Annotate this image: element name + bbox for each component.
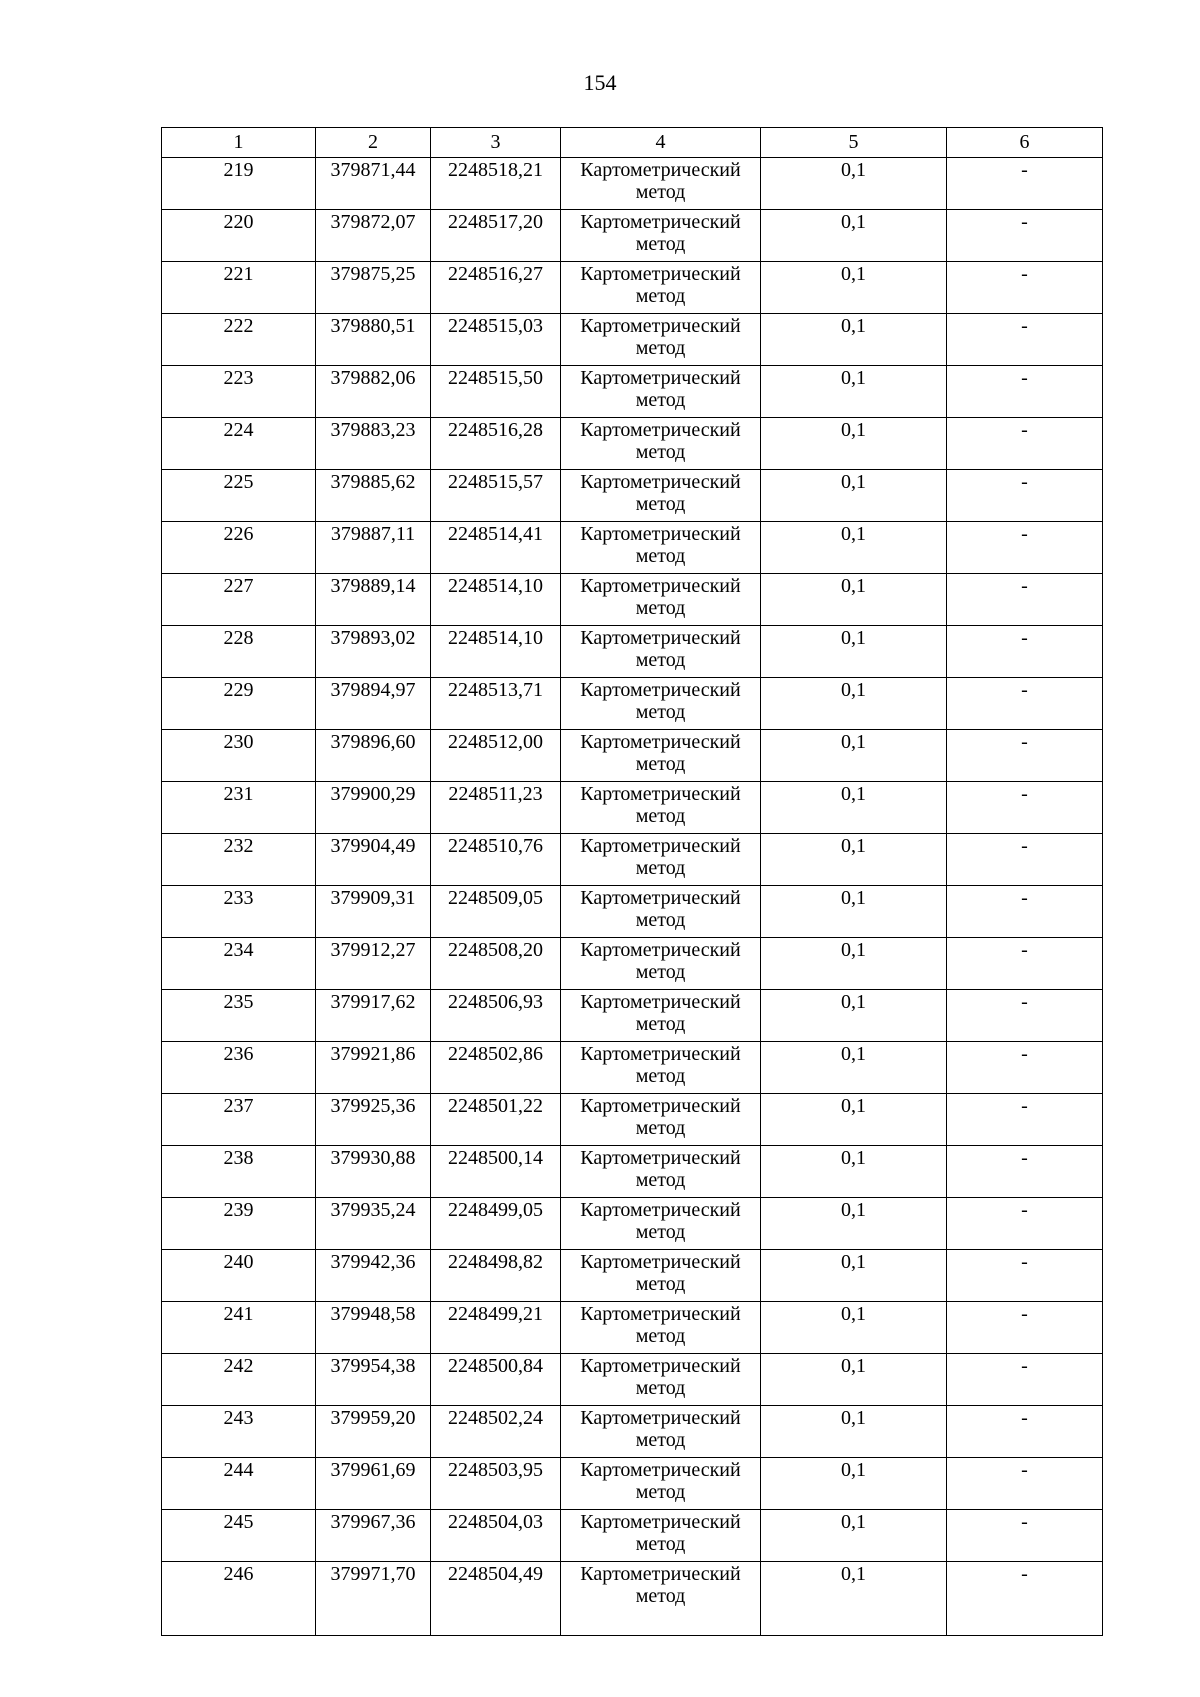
y-coordinate-cell: 2248501,22 xyxy=(431,1094,561,1146)
table-row xyxy=(162,158,1103,210)
point-number-cell: 235 xyxy=(162,990,316,1042)
y-coordinate-cell: 2248517,20 xyxy=(431,210,561,262)
accuracy-cell: 0,1 xyxy=(761,1302,947,1354)
method-cell: Картометрический метод xyxy=(561,1198,761,1250)
x-coordinate-cell: 379967,36 xyxy=(316,1510,431,1562)
y-coordinate-cell: 2248516,27 xyxy=(431,262,561,314)
table-body xyxy=(162,158,1103,1636)
y-coordinate-cell: 2248502,24 xyxy=(431,1406,561,1458)
y-coordinate-cell: 2248504,49 xyxy=(431,1562,561,1636)
table-row xyxy=(162,1250,1103,1302)
accuracy-cell: 0,1 xyxy=(761,1042,947,1094)
point-number-cell: 243 xyxy=(162,1406,316,1458)
point-number-cell: 242 xyxy=(162,1354,316,1406)
x-coordinate-cell: 379959,20 xyxy=(316,1406,431,1458)
method-cell: Картометрический метод xyxy=(561,990,761,1042)
note-cell: - xyxy=(947,782,1103,834)
table-row xyxy=(162,1406,1103,1458)
accuracy-cell: 0,1 xyxy=(761,990,947,1042)
point-number-cell: 230 xyxy=(162,730,316,782)
table-row xyxy=(162,1042,1103,1094)
point-number-cell: 232 xyxy=(162,834,316,886)
point-number-cell: 233 xyxy=(162,886,316,938)
note-cell: - xyxy=(947,314,1103,366)
x-coordinate-cell: 379954,38 xyxy=(316,1354,431,1406)
accuracy-cell: 0,1 xyxy=(761,158,947,210)
table-row xyxy=(162,782,1103,834)
y-coordinate-cell: 2248514,10 xyxy=(431,574,561,626)
accuracy-cell: 0,1 xyxy=(761,730,947,782)
note-cell: - xyxy=(947,1458,1103,1510)
table-row xyxy=(162,678,1103,730)
method-cell: Картометрический метод xyxy=(561,1562,761,1636)
accuracy-cell: 0,1 xyxy=(761,1354,947,1406)
point-number-cell: 231 xyxy=(162,782,316,834)
header-cell-4: 4 xyxy=(561,128,761,158)
note-cell: - xyxy=(947,210,1103,262)
x-coordinate-cell: 379930,88 xyxy=(316,1146,431,1198)
x-coordinate-cell: 379909,31 xyxy=(316,886,431,938)
point-number-cell: 238 xyxy=(162,1146,316,1198)
note-cell: - xyxy=(947,678,1103,730)
y-coordinate-cell: 2248514,10 xyxy=(431,626,561,678)
y-coordinate-cell: 2248499,05 xyxy=(431,1198,561,1250)
method-cell: Картометрический метод xyxy=(561,626,761,678)
point-number-cell: 228 xyxy=(162,626,316,678)
method-cell: Картометрический метод xyxy=(561,1146,761,1198)
x-coordinate-cell: 379925,36 xyxy=(316,1094,431,1146)
point-number-cell: 225 xyxy=(162,470,316,522)
method-cell: Картометрический метод xyxy=(561,1406,761,1458)
x-coordinate-cell: 379889,14 xyxy=(316,574,431,626)
accuracy-cell: 0,1 xyxy=(761,1250,947,1302)
note-cell: - xyxy=(947,938,1103,990)
note-cell: - xyxy=(947,418,1103,470)
y-coordinate-cell: 2248503,95 xyxy=(431,1458,561,1510)
x-coordinate-cell: 379904,49 xyxy=(316,834,431,886)
method-cell: Картометрический метод xyxy=(561,210,761,262)
table-row xyxy=(162,366,1103,418)
table-row xyxy=(162,1146,1103,1198)
header-cell-2: 2 xyxy=(316,128,431,158)
point-number-cell: 220 xyxy=(162,210,316,262)
table-row xyxy=(162,314,1103,366)
x-coordinate-cell: 379935,24 xyxy=(316,1198,431,1250)
accuracy-cell: 0,1 xyxy=(761,418,947,470)
accuracy-cell: 0,1 xyxy=(761,262,947,314)
table-row xyxy=(162,1302,1103,1354)
y-coordinate-cell: 2248502,86 xyxy=(431,1042,561,1094)
x-coordinate-cell: 379885,62 xyxy=(316,470,431,522)
method-cell: Картометрический метод xyxy=(561,1094,761,1146)
y-coordinate-cell: 2248518,21 xyxy=(431,158,561,210)
accuracy-cell: 0,1 xyxy=(761,470,947,522)
point-number-cell: 237 xyxy=(162,1094,316,1146)
point-number-cell: 227 xyxy=(162,574,316,626)
y-coordinate-cell: 2248500,14 xyxy=(431,1146,561,1198)
point-number-cell: 239 xyxy=(162,1198,316,1250)
note-cell: - xyxy=(947,1302,1103,1354)
note-cell: - xyxy=(947,1562,1103,1636)
y-coordinate-cell: 2248511,23 xyxy=(431,782,561,834)
method-cell: Картометрический метод xyxy=(561,1302,761,1354)
x-coordinate-cell: 379971,70 xyxy=(316,1562,431,1636)
table-row xyxy=(162,574,1103,626)
y-coordinate-cell: 2248515,50 xyxy=(431,366,561,418)
point-number-cell: 245 xyxy=(162,1510,316,1562)
table-row xyxy=(162,1510,1103,1562)
x-coordinate-cell: 379875,25 xyxy=(316,262,431,314)
note-cell: - xyxy=(947,886,1103,938)
method-cell: Картометрический метод xyxy=(561,1458,761,1510)
y-coordinate-cell: 2248513,71 xyxy=(431,678,561,730)
accuracy-cell: 0,1 xyxy=(761,886,947,938)
y-coordinate-cell: 2248514,41 xyxy=(431,522,561,574)
y-coordinate-cell: 2248498,82 xyxy=(431,1250,561,1302)
note-cell: - xyxy=(947,1042,1103,1094)
table-row xyxy=(162,834,1103,886)
method-cell: Картометрический метод xyxy=(561,522,761,574)
coordinates-table xyxy=(161,127,1103,1636)
table-row xyxy=(162,1458,1103,1510)
point-number-cell: 224 xyxy=(162,418,316,470)
accuracy-cell: 0,1 xyxy=(761,782,947,834)
method-cell: Картометрический метод xyxy=(561,1250,761,1302)
note-cell: - xyxy=(947,1406,1103,1458)
point-number-cell: 223 xyxy=(162,366,316,418)
table-row xyxy=(162,210,1103,262)
x-coordinate-cell: 379887,11 xyxy=(316,522,431,574)
table-row xyxy=(162,626,1103,678)
method-cell: Картометрический метод xyxy=(561,366,761,418)
point-number-cell: 222 xyxy=(162,314,316,366)
point-number-cell: 234 xyxy=(162,938,316,990)
point-number-cell: 226 xyxy=(162,522,316,574)
header-cell-1: 1 xyxy=(162,128,316,158)
accuracy-cell: 0,1 xyxy=(761,210,947,262)
method-cell: Картометрический метод xyxy=(561,314,761,366)
point-number-cell: 219 xyxy=(162,158,316,210)
point-number-cell: 246 xyxy=(162,1562,316,1636)
note-cell: - xyxy=(947,1354,1103,1406)
note-cell: - xyxy=(947,1146,1103,1198)
note-cell: - xyxy=(947,158,1103,210)
accuracy-cell: 0,1 xyxy=(761,678,947,730)
accuracy-cell: 0,1 xyxy=(761,1146,947,1198)
y-coordinate-cell: 2248504,03 xyxy=(431,1510,561,1562)
table-row xyxy=(162,990,1103,1042)
table-header-row xyxy=(162,128,1103,158)
table-row xyxy=(162,938,1103,990)
point-number-cell: 241 xyxy=(162,1302,316,1354)
point-number-cell: 240 xyxy=(162,1250,316,1302)
note-cell: - xyxy=(947,1510,1103,1562)
x-coordinate-cell: 379893,02 xyxy=(316,626,431,678)
method-cell: Картометрический метод xyxy=(561,886,761,938)
method-cell: Картометрический метод xyxy=(561,834,761,886)
note-cell: - xyxy=(947,730,1103,782)
point-number-cell: 221 xyxy=(162,262,316,314)
x-coordinate-cell: 379942,36 xyxy=(316,1250,431,1302)
x-coordinate-cell: 379961,69 xyxy=(316,1458,431,1510)
y-coordinate-cell: 2248500,84 xyxy=(431,1354,561,1406)
x-coordinate-cell: 379917,62 xyxy=(316,990,431,1042)
page-number: 154 xyxy=(583,70,617,95)
accuracy-cell: 0,1 xyxy=(761,1458,947,1510)
note-cell: - xyxy=(947,626,1103,678)
table-row xyxy=(162,262,1103,314)
x-coordinate-cell: 379948,58 xyxy=(316,1302,431,1354)
method-cell: Картометрический метод xyxy=(561,678,761,730)
accuracy-cell: 0,1 xyxy=(761,1562,947,1636)
table-row xyxy=(162,730,1103,782)
method-cell: Картометрический метод xyxy=(561,1510,761,1562)
header-cell-6: 6 xyxy=(947,128,1103,158)
accuracy-cell: 0,1 xyxy=(761,938,947,990)
accuracy-cell: 0,1 xyxy=(761,834,947,886)
note-cell: - xyxy=(947,522,1103,574)
y-coordinate-cell: 2248510,76 xyxy=(431,834,561,886)
method-cell: Картометрический метод xyxy=(561,1042,761,1094)
method-cell: Картометрический метод xyxy=(561,574,761,626)
note-cell: - xyxy=(947,574,1103,626)
y-coordinate-cell: 2248512,00 xyxy=(431,730,561,782)
x-coordinate-cell: 379871,44 xyxy=(316,158,431,210)
y-coordinate-cell: 2248516,28 xyxy=(431,418,561,470)
method-cell: Картометрический метод xyxy=(561,730,761,782)
accuracy-cell: 0,1 xyxy=(761,626,947,678)
note-cell: - xyxy=(947,470,1103,522)
table-row xyxy=(162,522,1103,574)
x-coordinate-cell: 379882,06 xyxy=(316,366,431,418)
method-cell: Картометрический метод xyxy=(561,782,761,834)
table-row xyxy=(162,470,1103,522)
method-cell: Картометрический метод xyxy=(561,262,761,314)
y-coordinate-cell: 2248509,05 xyxy=(431,886,561,938)
table-row xyxy=(162,1198,1103,1250)
y-coordinate-cell: 2248508,20 xyxy=(431,938,561,990)
table-row xyxy=(162,418,1103,470)
method-cell: Картометрический метод xyxy=(561,418,761,470)
method-cell: Картометрический метод xyxy=(561,938,761,990)
x-coordinate-cell: 379912,27 xyxy=(316,938,431,990)
accuracy-cell: 0,1 xyxy=(761,366,947,418)
note-cell: - xyxy=(947,366,1103,418)
point-number-cell: 229 xyxy=(162,678,316,730)
y-coordinate-cell: 2248515,03 xyxy=(431,314,561,366)
note-cell: - xyxy=(947,262,1103,314)
y-coordinate-cell: 2248515,57 xyxy=(431,470,561,522)
accuracy-cell: 0,1 xyxy=(761,574,947,626)
accuracy-cell: 0,1 xyxy=(761,522,947,574)
x-coordinate-cell: 379883,23 xyxy=(316,418,431,470)
point-number-cell: 236 xyxy=(162,1042,316,1094)
accuracy-cell: 0,1 xyxy=(761,1198,947,1250)
note-cell: - xyxy=(947,1198,1103,1250)
accuracy-cell: 0,1 xyxy=(761,314,947,366)
x-coordinate-cell: 379896,60 xyxy=(316,730,431,782)
note-cell: - xyxy=(947,990,1103,1042)
table-row xyxy=(162,886,1103,938)
note-cell: - xyxy=(947,834,1103,886)
method-cell: Картометрический метод xyxy=(561,158,761,210)
header-cell-5: 5 xyxy=(761,128,947,158)
point-number-cell: 244 xyxy=(162,1458,316,1510)
x-coordinate-cell: 379900,29 xyxy=(316,782,431,834)
x-coordinate-cell: 379880,51 xyxy=(316,314,431,366)
accuracy-cell: 0,1 xyxy=(761,1094,947,1146)
x-coordinate-cell: 379872,07 xyxy=(316,210,431,262)
method-cell: Картометрический метод xyxy=(561,1354,761,1406)
y-coordinate-cell: 2248499,21 xyxy=(431,1302,561,1354)
accuracy-cell: 0,1 xyxy=(761,1406,947,1458)
accuracy-cell: 0,1 xyxy=(761,1510,947,1562)
table-row xyxy=(162,1562,1103,1636)
note-cell: - xyxy=(947,1094,1103,1146)
x-coordinate-cell: 379894,97 xyxy=(316,678,431,730)
table-row xyxy=(162,1094,1103,1146)
note-cell: - xyxy=(947,1250,1103,1302)
method-cell: Картометрический метод xyxy=(561,470,761,522)
table-row xyxy=(162,1354,1103,1406)
y-coordinate-cell: 2248506,93 xyxy=(431,990,561,1042)
x-coordinate-cell: 379921,86 xyxy=(316,1042,431,1094)
header-cell-3: 3 xyxy=(431,128,561,158)
